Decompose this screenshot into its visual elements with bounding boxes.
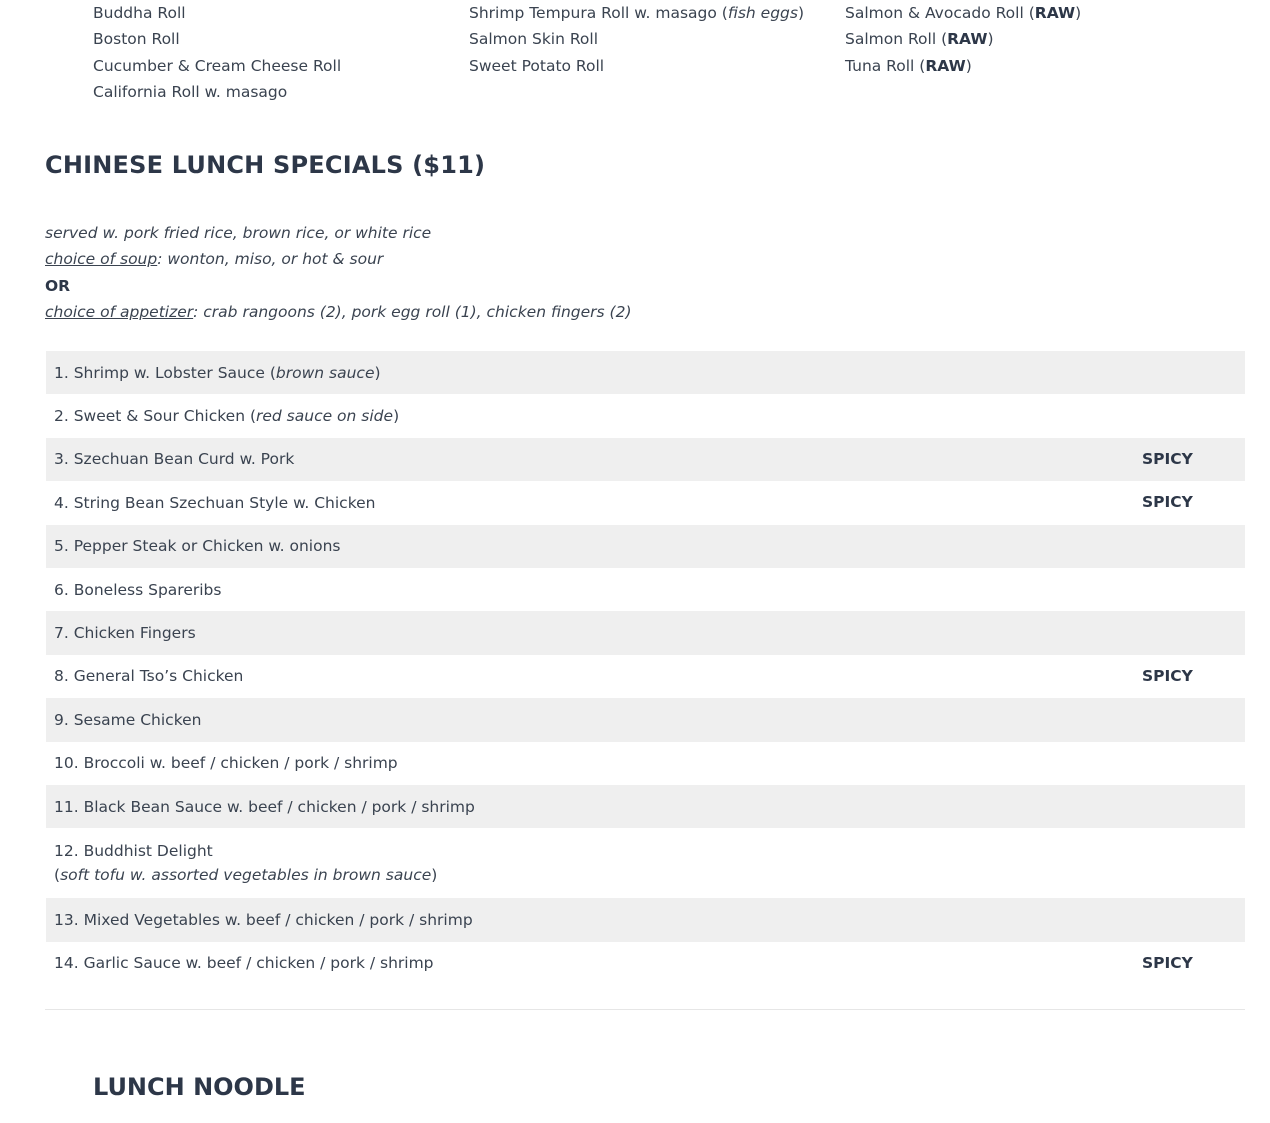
- section-title-chinese-lunch: CHINESE LUNCH SPECIALS ($11): [45, 151, 486, 179]
- special-name: 5. Pepper Steak or Chicken w. onions: [54, 537, 341, 556]
- special-name: 13. Mixed Vegetables w. beef / chicken / pork / shrimp: [54, 910, 473, 929]
- special-name: 4. String Bean Szechuan Style w. Chicken: [54, 493, 376, 512]
- table-row: [46, 481, 1245, 524]
- section-divider: [45, 1009, 1245, 1010]
- roll-text: ): [797, 4, 805, 22]
- special-name: 12. Buddhist Delight: [54, 842, 213, 861]
- roll-item: [845, 0, 1081, 26]
- roll-text: Salmon Roll (: [845, 30, 948, 49]
- soup-options: : wonton, miso, or hot & sour: [157, 250, 384, 269]
- special-name: 9. Sesame Chicken: [54, 710, 202, 729]
- special-name: 7. Chicken Fingers: [54, 624, 196, 643]
- roll-text: ): [1075, 4, 1082, 22]
- roll-item: [469, 0, 804, 26]
- table-row: [46, 525, 1245, 568]
- special-note: soft tofu w. assorted vegetables in brown sauce: [60, 866, 432, 885]
- special-text: (: [54, 866, 61, 885]
- table-row: [46, 742, 1245, 785]
- lunch-notes: [45, 220, 632, 325]
- table-row: [46, 785, 1245, 828]
- soup-note: [45, 246, 632, 272]
- roll-item: Salmon Skin Roll: [469, 30, 599, 49]
- table-row: [46, 568, 1245, 611]
- roll-item: [845, 53, 1081, 79]
- special-note: red sauce on side: [256, 407, 394, 426]
- table-row: [46, 828, 1245, 898]
- roll-text: ): [987, 30, 994, 49]
- roll-item: Buddha Roll: [93, 4, 186, 22]
- special-text: ): [393, 407, 400, 426]
- table-row: [46, 611, 1245, 654]
- table-row: [46, 438, 1245, 481]
- roll-column-3: [845, 0, 1081, 79]
- roll-item: Cucumber & Cream Cheese Roll: [93, 56, 342, 75]
- appetizer-options: : crab rangoons (2), pork egg roll (1), chicken fingers (2): [193, 302, 632, 321]
- special-name: 8. General Tso’s Chicken: [54, 667, 244, 686]
- roll-column-2: [469, 0, 804, 79]
- section-title-lunch-noodle: LUNCH NOODLE: [93, 1073, 306, 1101]
- appetizer-label: choice of appetizer: [45, 302, 194, 321]
- table-row: [46, 351, 1245, 394]
- appetizer-note: [45, 299, 632, 325]
- special-text: 1. Shrimp w. Lobster Sauce (: [54, 363, 276, 382]
- roll-column-1: [93, 0, 341, 105]
- special-name: [54, 407, 399, 425]
- table-row: [46, 698, 1245, 741]
- raw-label: RAW: [1034, 4, 1076, 22]
- table-row: [46, 898, 1245, 941]
- roll-item: Boston Roll: [93, 30, 180, 49]
- roll-text: Shrimp Tempura Roll w. masago (: [469, 4, 728, 22]
- special-subtitle: [54, 866, 437, 884]
- special-text: ): [431, 866, 438, 885]
- special-name: 10. Broccoli w. beef / chicken / pork / shrimp: [54, 754, 398, 773]
- special-name: 14. Garlic Sauce w. beef / chicken / pork / shrimp: [54, 954, 434, 973]
- special-text: 2. Sweet & Sour Chicken (: [54, 407, 256, 426]
- raw-label: RAW: [947, 30, 988, 49]
- soup-label: choice of soup: [45, 250, 158, 269]
- roll-text: ): [965, 56, 972, 75]
- roll-text: Tuna Roll (: [845, 56, 926, 75]
- special-text: ): [374, 363, 381, 382]
- special-name: [54, 364, 381, 382]
- roll-item: Sweet Potato Roll: [469, 56, 605, 75]
- table-row: [46, 394, 1245, 437]
- roll-item: [845, 26, 1081, 52]
- table-row: [46, 655, 1245, 698]
- spicy-badge: SPICY: [1142, 953, 1193, 972]
- or-label: OR: [45, 276, 71, 295]
- raw-label: RAW: [925, 56, 966, 75]
- special-name: 11. Black Bean Sauce w. beef / chicken / pork / shrimp: [54, 797, 475, 816]
- roll-item: California Roll w. masago: [93, 82, 288, 101]
- special-note: brown sauce: [275, 363, 375, 382]
- served-note: served w. pork fried rice, brown rice, or white rice: [45, 224, 432, 242]
- roll-text: Salmon & Avocado Roll (: [845, 4, 1035, 22]
- special-name: 3. Szechuan Bean Curd w. Pork: [54, 450, 295, 469]
- table-row: [46, 942, 1245, 985]
- spicy-badge: SPICY: [1142, 449, 1193, 468]
- special-name: 6. Boneless Spareribs: [54, 580, 222, 599]
- spicy-badge: SPICY: [1142, 666, 1193, 685]
- roll-note: fish eggs: [727, 4, 798, 22]
- spicy-badge: SPICY: [1142, 493, 1193, 512]
- specials-table: [46, 351, 1245, 985]
